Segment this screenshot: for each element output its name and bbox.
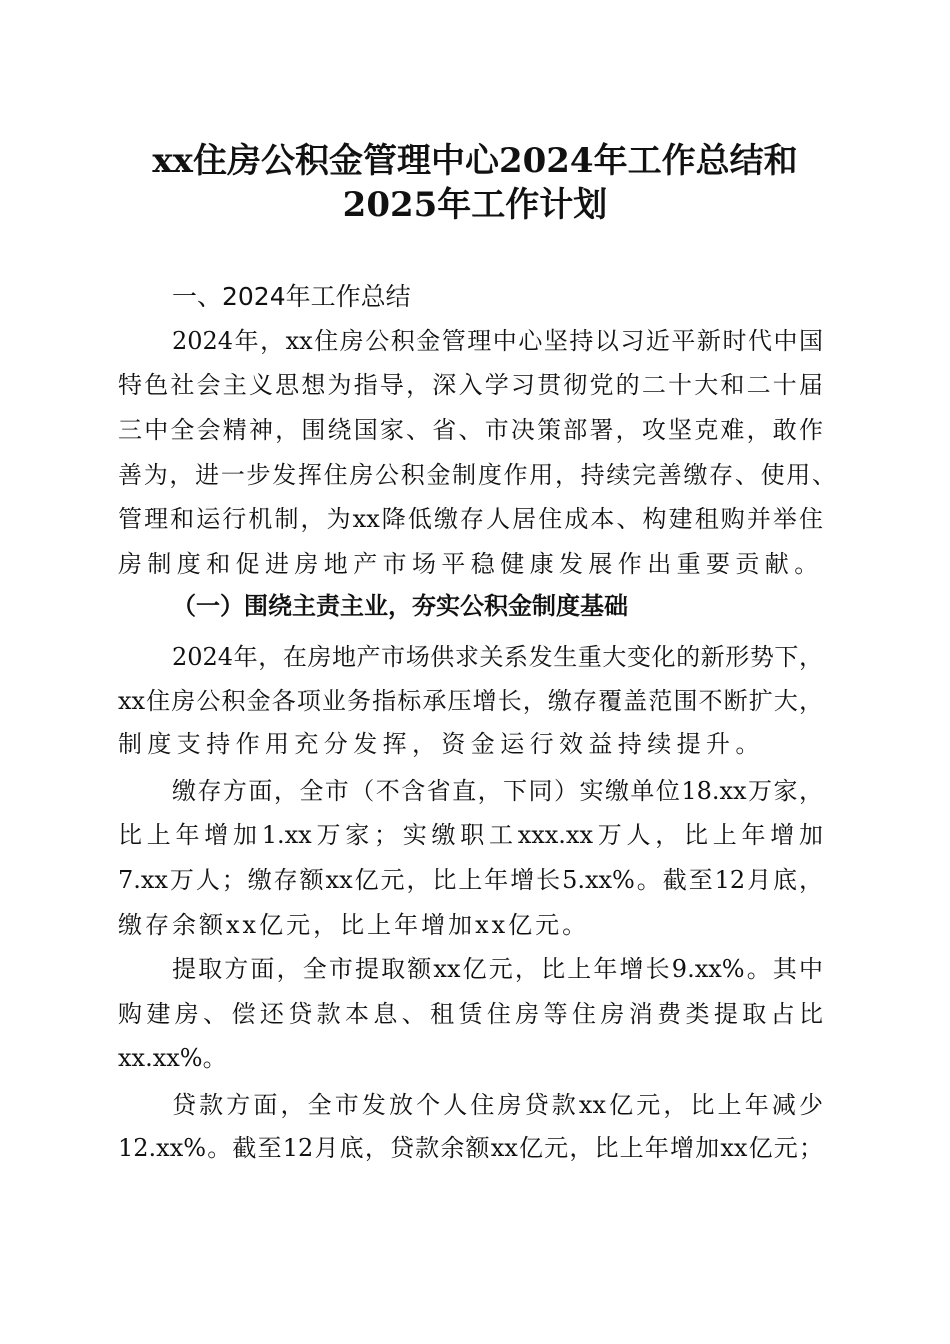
text-line: 提取方面，全市提取额xx亿元，比上年增长9.xx%。其中 [172, 955, 823, 983]
document-title-line-2: 2025年工作计划 [342, 185, 608, 225]
text-line: 缴存余额xx亿元，比上年增加xx亿元。 [118, 911, 590, 939]
text-line: 善为，进一步发挥住房公积金制度作用，持续完善缴存、使用、 [118, 461, 836, 489]
text-line: 三中全会精神，围绕国家、省、市决策部署，攻坚克难，敢作 [118, 416, 823, 444]
text-line: 2024年，xx住房公积金管理中心坚持以习近平新时代中国 [172, 327, 823, 355]
document-title-line-1: xx住房公积金管理中心2024年工作总结和 [152, 141, 798, 181]
text-line: 特色社会主义思想为指导，深入学习贯彻党的二十大和二十届 [118, 371, 823, 399]
section-heading: 一、2024年工作总结 [172, 282, 411, 311]
text-line: xx住房公积金各项业务指标承压增长，缴存覆盖范围不断扩大， [118, 687, 823, 715]
text-line: 管理和运行机制，为xx降低缴存人居住成本、构建租购并举住 [118, 505, 823, 533]
text-line: 制度支持作用充分发挥，资金运行效益持续提升。 [118, 730, 765, 758]
text-line: 比上年增加1.xx万家；实缴职工xxx.xx万人，比上年增加 [118, 821, 823, 849]
text-line: 购建房、偿还贷款本息、租赁住房等住房消费类提取占比 [118, 1000, 823, 1028]
text-line: 缴存方面，全市（不含省直，下同）实缴单位18.xx万家， [172, 777, 823, 805]
text-line: 2024年，在房地产市场供求关系发生重大变化的新形势下， [172, 643, 823, 671]
text-line: 12.xx%。截至12月底，贷款余额xx亿元，比上年增加xx亿元； [118, 1134, 823, 1162]
subsection-heading: （一）围绕主责主业，夯实公积金制度基础 [172, 591, 628, 620]
text-line: 贷款方面，全市发放个人住房贷款xx亿元，比上年减少 [172, 1091, 823, 1119]
text-line: 7.xx万人；缴存额xx亿元，比上年增长5.xx%。截至12月底， [118, 866, 823, 894]
text-line: 房制度和促进房地产市场平稳健康发展作出重要贡献。 [118, 550, 824, 578]
text-line: xx.xx%。 [118, 1044, 227, 1072]
